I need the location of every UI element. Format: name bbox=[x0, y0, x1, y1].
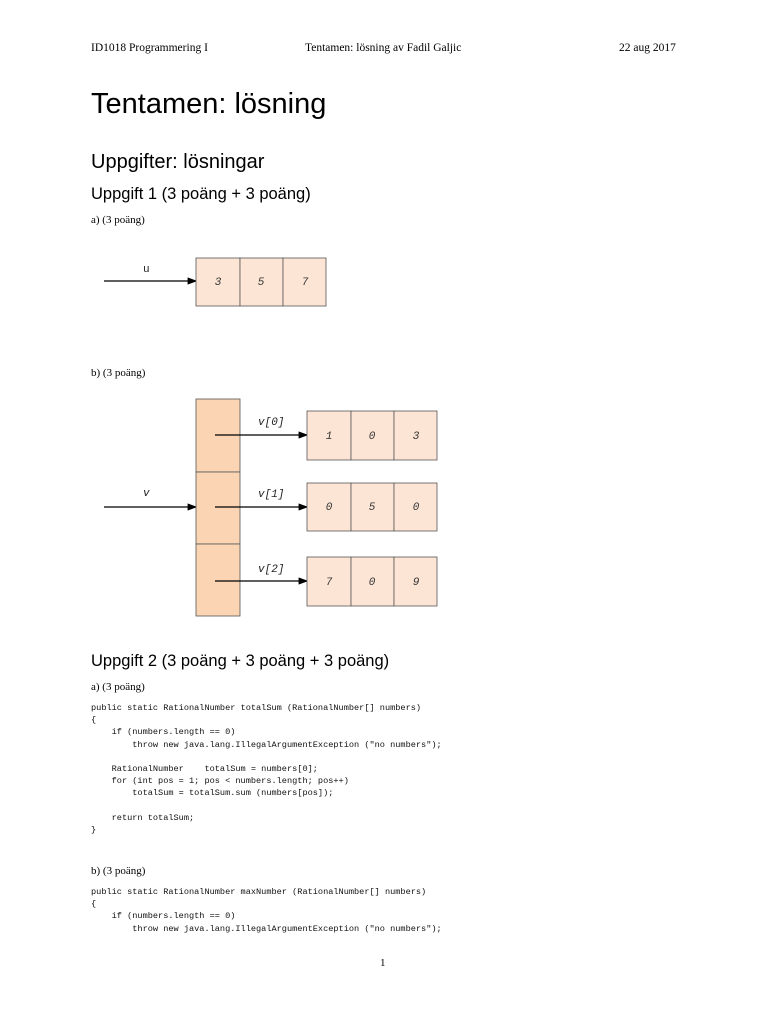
section-title: Uppgifter: lösningar bbox=[91, 151, 265, 173]
header-course: ID1018 Programmering I bbox=[91, 42, 208, 54]
cell-value: 7 bbox=[301, 277, 309, 289]
outer-array-cell bbox=[196, 472, 240, 544]
header-document-title: Tentamen: lösning av Fadil Galjic bbox=[305, 42, 462, 54]
task-1b-label: b) (3 poäng) bbox=[91, 367, 146, 379]
header-date: 22 aug 2017 bbox=[619, 42, 676, 54]
variable-label-v: v bbox=[143, 488, 150, 500]
cell-value: 0 bbox=[412, 502, 420, 514]
outer-array-cell bbox=[196, 544, 240, 616]
cell-value: 0 bbox=[325, 502, 333, 514]
row-label: v[1] bbox=[258, 489, 285, 501]
cell-value: 0 bbox=[368, 431, 376, 443]
task-1a-label: a) (3 poäng) bbox=[91, 214, 145, 226]
page-number: 1 bbox=[380, 957, 386, 969]
row-label: v[0] bbox=[258, 417, 285, 429]
cell-value: 3 bbox=[214, 277, 222, 289]
row-label: v[2] bbox=[258, 564, 285, 576]
task-2b-label: b) (3 poäng) bbox=[91, 865, 146, 877]
page-title: Tentamen: lösning bbox=[91, 88, 327, 120]
code-block-max-number: public static RationalNumber maxNumber (RationalNumber[] numbers) { if (numbers.length == 0) throw new java.lang.IllegalArgumentException ("no numbers"); bbox=[91, 887, 442, 934]
task-1-heading: Uppgift 1 (3 poäng + 3 poäng) bbox=[91, 185, 311, 203]
code-block-total-sum: public static RationalNumber totalSum (RationalNumber[] numbers) { if (numbers.length == 0) throw new java.lang.IllegalArgumentException ("no numbers"); RationalNumber totalSum = numbers[0]; for (int pos = 1; pos < numbers.length; pos++) totalSum = totalSum.sum (numbers[pos]); return totalSum; } bbox=[91, 703, 442, 836]
cell-value: 7 bbox=[325, 577, 333, 589]
task-2a-label: a) (3 poäng) bbox=[91, 681, 145, 693]
diagram-a bbox=[104, 258, 326, 306]
cell-value: 5 bbox=[368, 502, 376, 514]
task-2-heading: Uppgift 2 (3 poäng + 3 poäng + 3 poäng) bbox=[91, 652, 390, 670]
variable-label-u: u bbox=[143, 264, 150, 276]
cell-value: 1 bbox=[325, 431, 333, 443]
cell-value: 9 bbox=[412, 577, 420, 589]
diagram-b bbox=[104, 399, 437, 616]
cell-value: 3 bbox=[412, 431, 420, 443]
cell-value: 0 bbox=[368, 577, 376, 589]
cell-value: 5 bbox=[257, 277, 265, 289]
